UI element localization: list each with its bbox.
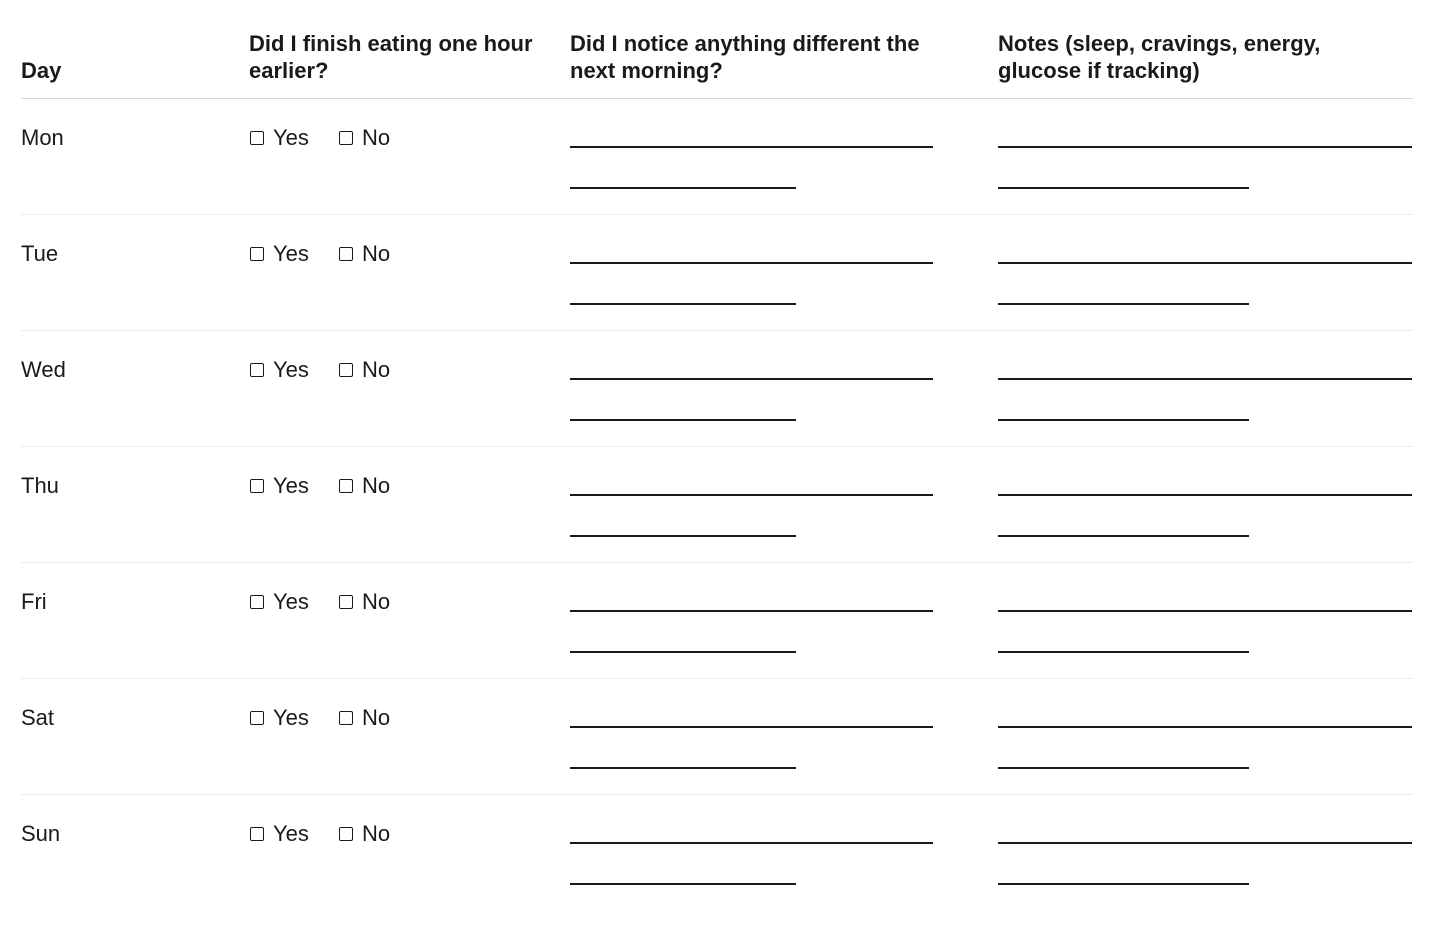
write-in-line[interactable] (570, 494, 933, 496)
write-in-line[interactable] (570, 726, 933, 728)
write-in-line[interactable] (570, 883, 796, 885)
checkbox-icon[interactable] (250, 247, 264, 261)
day-label: Fri (21, 589, 47, 614)
checkbox-icon[interactable] (339, 131, 353, 145)
yes-label: Yes (273, 357, 309, 382)
no-option[interactable] (339, 124, 390, 151)
checkbox-icon[interactable] (250, 363, 264, 377)
checkbox-icon[interactable] (339, 363, 353, 377)
no-label: No (362, 821, 391, 846)
checkbox-icon[interactable] (339, 595, 353, 609)
notes-line[interactable] (998, 651, 1249, 653)
day-label: Sun (21, 821, 61, 846)
checkbox-icon[interactable] (339, 247, 353, 261)
header-notes: Notes (sleep, cravings, energy, glucose if tracking) (998, 31, 1321, 83)
notes-line[interactable] (998, 726, 1412, 728)
day-label: Thu (21, 473, 59, 498)
no-label: No (362, 357, 391, 382)
table-row (21, 99, 1413, 215)
write-in-line[interactable] (570, 610, 933, 612)
day-label: Wed (21, 357, 66, 382)
checkbox-icon[interactable] (250, 595, 264, 609)
write-in-line[interactable] (570, 842, 933, 844)
no-label: No (362, 125, 391, 150)
day-label: Mon (21, 125, 64, 150)
write-in-line[interactable] (570, 535, 796, 537)
notes-line[interactable] (998, 883, 1249, 885)
header-finished-earlier: Did I finish eating one hour earlier? (249, 31, 533, 83)
no-label: No (362, 241, 391, 266)
table-header-row (21, 0, 1413, 99)
yes-option[interactable] (250, 704, 309, 731)
table-row (21, 679, 1413, 795)
write-in-line[interactable] (570, 146, 933, 148)
yes-label: Yes (273, 705, 309, 730)
yes-label: Yes (273, 589, 309, 614)
table-row (21, 795, 1413, 910)
notes-line[interactable] (998, 535, 1249, 537)
no-label: No (362, 589, 391, 614)
no-label: No (362, 705, 391, 730)
notes-line[interactable] (998, 419, 1249, 421)
yes-label: Yes (273, 821, 309, 846)
no-option[interactable] (339, 820, 390, 847)
table-row (21, 215, 1413, 331)
no-option[interactable] (339, 704, 390, 731)
no-option[interactable] (339, 356, 390, 383)
yes-label: Yes (273, 473, 309, 498)
table-row (21, 447, 1413, 563)
write-in-line[interactable] (570, 419, 796, 421)
table-row (21, 331, 1413, 447)
yes-option[interactable] (250, 820, 309, 847)
no-option[interactable] (339, 472, 390, 499)
write-in-line[interactable] (570, 262, 933, 264)
notes-line[interactable] (998, 187, 1249, 189)
table-row (21, 563, 1413, 679)
checkbox-icon[interactable] (250, 131, 264, 145)
day-label: Tue (21, 241, 59, 266)
write-in-line[interactable] (570, 651, 796, 653)
notes-line[interactable] (998, 767, 1249, 769)
yes-label: Yes (273, 125, 309, 150)
checkbox-icon[interactable] (339, 711, 353, 725)
checkbox-icon[interactable] (250, 711, 264, 725)
no-label: No (362, 473, 391, 498)
write-in-line[interactable] (570, 767, 796, 769)
yes-option[interactable] (250, 588, 309, 615)
notes-line[interactable] (998, 303, 1249, 305)
write-in-line[interactable] (570, 378, 933, 380)
checkbox-icon[interactable] (250, 827, 264, 841)
header-noticed-difference: Did I notice anything different the next morning? (570, 31, 920, 83)
notes-line[interactable] (998, 262, 1412, 264)
no-option[interactable] (339, 588, 390, 615)
header-day: Day (21, 58, 62, 83)
yes-option[interactable] (250, 356, 309, 383)
notes-line[interactable] (998, 146, 1412, 148)
notes-line[interactable] (998, 378, 1412, 380)
notes-line[interactable] (998, 494, 1412, 496)
checkbox-icon[interactable] (339, 827, 353, 841)
yes-option[interactable] (250, 472, 309, 499)
write-in-line[interactable] (570, 187, 796, 189)
checkbox-icon[interactable] (250, 479, 264, 493)
yes-option[interactable] (250, 240, 309, 267)
checkbox-icon[interactable] (339, 479, 353, 493)
yes-option[interactable] (250, 124, 309, 151)
notes-line[interactable] (998, 610, 1412, 612)
yes-label: Yes (273, 241, 309, 266)
notes-line[interactable] (998, 842, 1412, 844)
write-in-line[interactable] (570, 303, 796, 305)
no-option[interactable] (339, 240, 390, 267)
weekly-tracker-table (21, 0, 1413, 910)
day-label: Sat (21, 705, 55, 730)
